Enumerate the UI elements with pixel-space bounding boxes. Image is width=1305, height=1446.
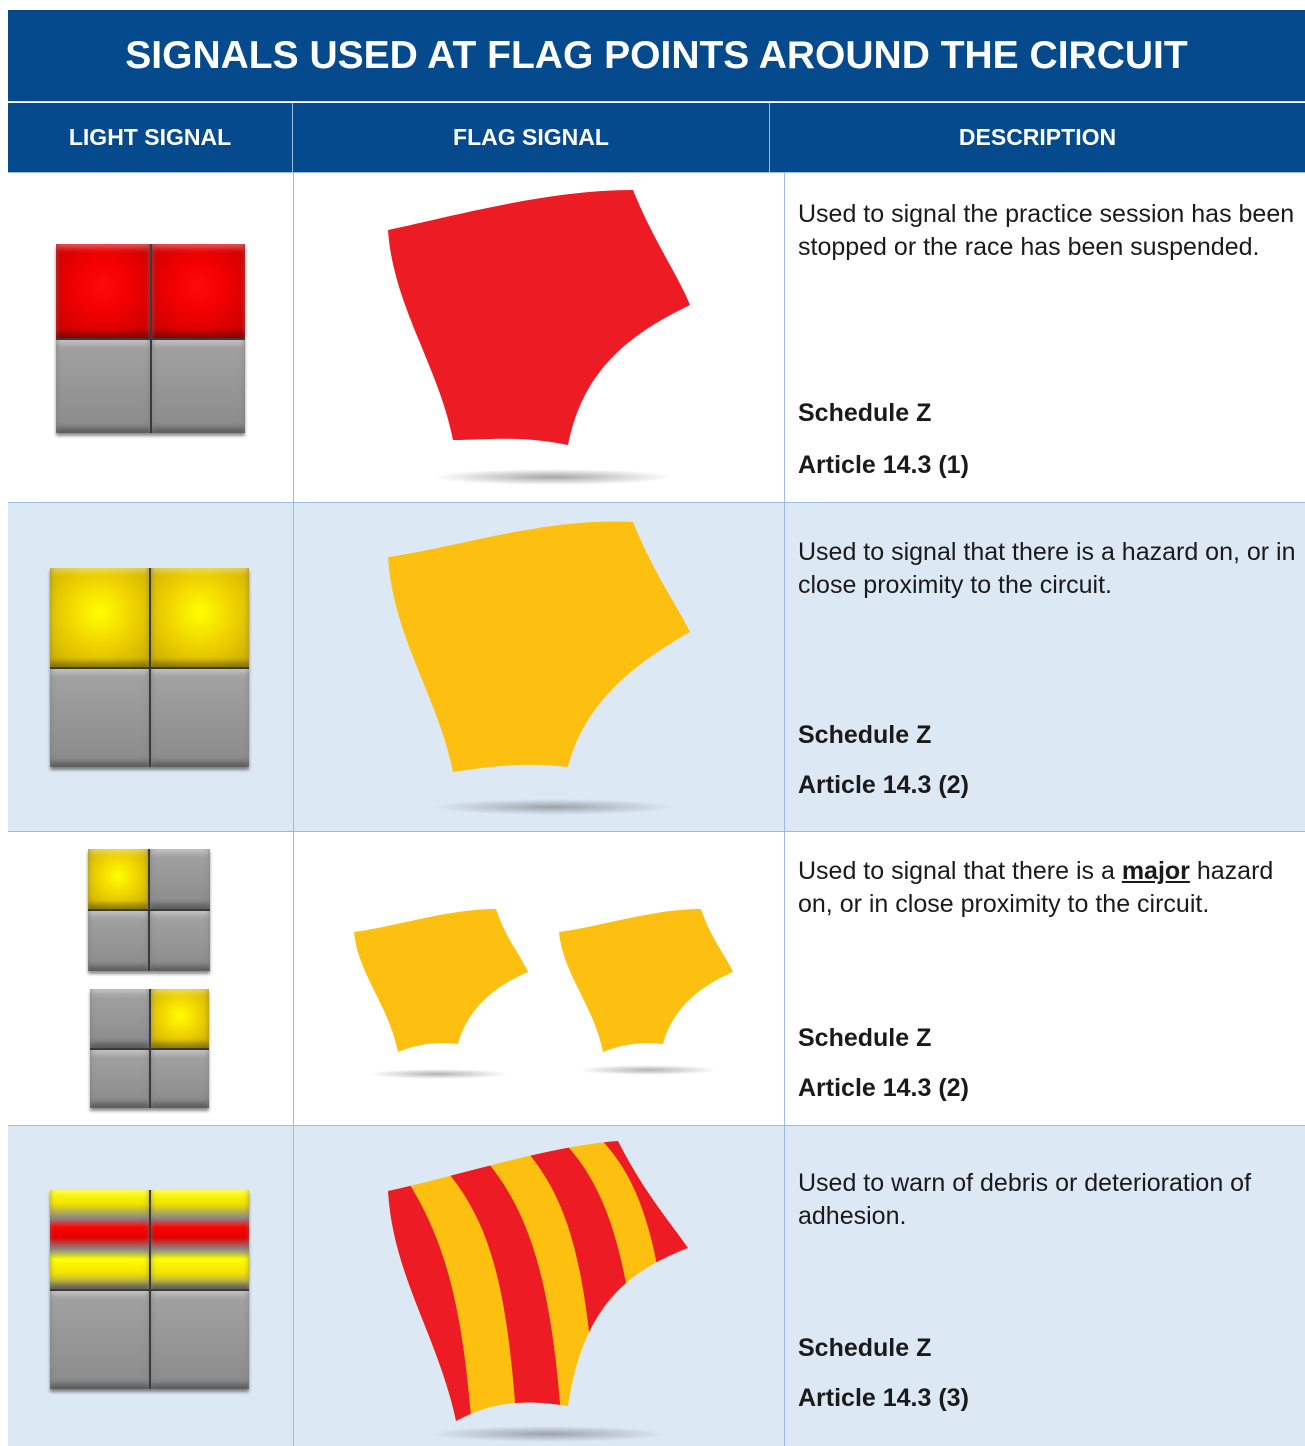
light-off <box>90 989 149 1048</box>
red-yellow-striped-flag-icon <box>378 1136 698 1446</box>
article-label: Article 14.3 (2) <box>798 1074 969 1102</box>
table-row <box>8 502 1305 831</box>
schedule-label: Schedule Z <box>798 1334 932 1362</box>
description-text: hazard on, or in close proximity to the circuit. <box>798 857 1274 918</box>
light-off <box>151 669 250 768</box>
row-description <box>798 855 1298 921</box>
light-off <box>88 911 148 971</box>
column-divider <box>293 1126 294 1446</box>
light-signal-yellow-right <box>90 989 209 1108</box>
column-divider <box>293 832 294 1125</box>
table-row <box>8 831 1305 1125</box>
row-description: Used to signal the practice session has been stopped or the race has been suspended. <box>798 200 1295 261</box>
column-divider <box>293 503 294 831</box>
light-red <box>152 244 246 338</box>
light-yellow <box>151 989 210 1048</box>
column-divider <box>784 503 785 831</box>
page-title: SIGNALS USED AT FLAG POINTS AROUND THE CIRCUIT <box>8 10 1305 102</box>
column-divider <box>784 1126 785 1446</box>
light-red <box>56 244 150 338</box>
light-off <box>90 1050 149 1109</box>
light-signal-striped <box>50 1190 249 1389</box>
column-header-description: DESCRIPTION <box>770 103 1305 172</box>
light-off <box>150 911 210 971</box>
light-off <box>150 849 210 909</box>
column-divider <box>784 173 785 502</box>
row-description: Used to warn of debris or deterioration of adhesion. <box>798 1169 1252 1230</box>
description-emphasis: major <box>1121 857 1190 885</box>
article-label: Article 14.3 (3) <box>798 1384 969 1412</box>
column-header-light-signal: LIGHT SIGNAL <box>8 103 293 172</box>
column-header-flag-signal: FLAG SIGNAL <box>293 103 770 172</box>
light-off <box>50 669 149 768</box>
article-label: Article 14.3 (1) <box>798 451 969 479</box>
schedule-label: Schedule Z <box>798 1024 932 1052</box>
light-yellow <box>151 568 250 667</box>
light-striped <box>151 1190 250 1289</box>
table-row <box>8 1125 1305 1446</box>
light-signal-red <box>56 244 245 433</box>
red-flag-icon <box>378 185 698 485</box>
table-row <box>8 172 1305 502</box>
yellow-flag-icon <box>378 517 698 817</box>
yellow-flag-icon <box>553 904 743 1084</box>
schedule-label: Schedule Z <box>798 721 932 749</box>
light-off <box>152 340 246 434</box>
light-off <box>50 1291 149 1390</box>
column-divider <box>293 173 294 502</box>
light-yellow <box>88 849 148 909</box>
light-off <box>151 1050 210 1109</box>
schedule-label: Schedule Z <box>798 399 932 427</box>
yellow-flag-icon <box>348 904 538 1084</box>
light-signal-yellow-left <box>88 849 210 971</box>
light-signal-yellow <box>50 568 249 767</box>
light-off <box>56 340 150 434</box>
description-text: Used to signal that there is a <box>798 857 1115 885</box>
light-off <box>151 1291 250 1390</box>
light-striped <box>50 1190 149 1289</box>
article-label: Article 14.3 (2) <box>798 771 969 799</box>
row-description: Used to signal that there is a hazard on, or in close proximity to the circuit. <box>798 538 1296 599</box>
column-divider <box>784 832 785 1125</box>
light-yellow <box>50 568 149 667</box>
